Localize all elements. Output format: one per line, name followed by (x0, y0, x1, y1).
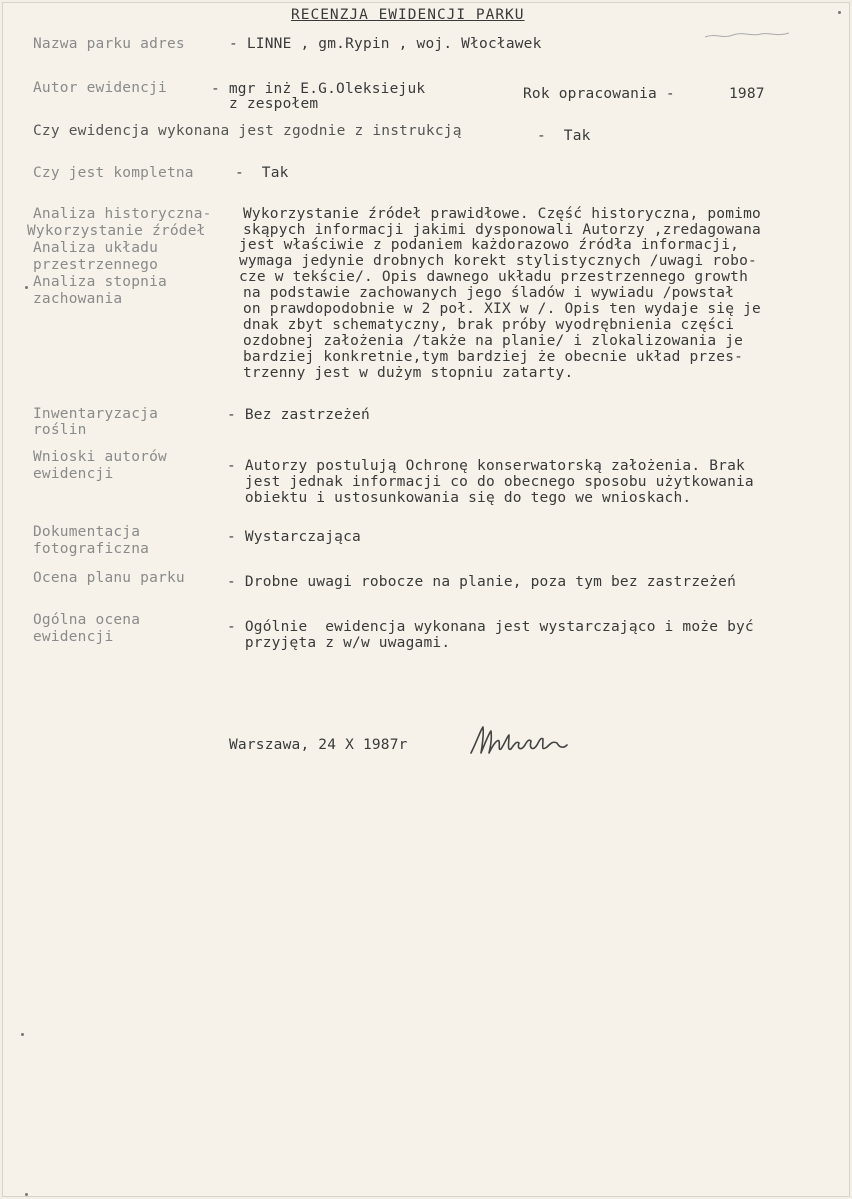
park-name-value: - LINNE , gm.Rypin , woj. Włocławek (229, 36, 542, 52)
year-label: Rok opracowania - (523, 86, 675, 102)
instruction-question: Czy ewidencja wykonana jest zgodnie z instrukcją (33, 123, 462, 139)
analysis-label: przestrzennego (33, 257, 159, 273)
conclusions-line: obiektu i ustosunkowania się do tego we wnioskach. (227, 490, 692, 506)
analysis-line: bardziej konkretnie,tym bardziej że obecnie układ przes- (243, 349, 744, 365)
place-date: Warszawa, 24 X 1987r (229, 737, 408, 753)
analysis-label: zachowania (33, 291, 123, 307)
park-name-label: Nazwa parku adres (33, 36, 185, 52)
document-title: RECENZJA EWIDENCJI PARKU (291, 7, 525, 23)
conclusions-label-line-2: ewidencji (33, 466, 114, 482)
analysis-label: Analiza stopnia (33, 274, 167, 290)
analysis-line: Wykorzystanie źródeł prawidłowe. Część historyczna, pomimo (243, 206, 761, 222)
general-label-line-2: ewidencji (33, 629, 114, 645)
general-label-line-1: Ogólna ocena (33, 612, 141, 628)
plan-label: Ocena planu parku (33, 570, 185, 586)
analysis-line: wymaga jedynie drobnych korekt stylistycznych /uwagi robo- (239, 253, 757, 269)
analysis-line: jest właściwie z podaniem każdorazowo źródła informacji, (239, 237, 740, 253)
hole-punch-mark (21, 1033, 24, 1036)
general-line: - Ogólnie ewidencja wykonana jest wystarczająco i może być (227, 619, 754, 635)
conclusions-line: - Autorzy postulują Ochronę konserwatorską założenia. Brak (227, 458, 745, 474)
analysis-line: cze w tekście/. Opis dawnego układu przestrzennego growth (239, 269, 748, 285)
inventory-value: - Bez zastrzeżeń (227, 407, 370, 423)
photo-value: - Wystarczająca (227, 529, 361, 545)
analysis-label: Wykorzystanie źródeł (27, 223, 206, 239)
author-value-line-2: z zespołem (229, 96, 319, 112)
photo-label-line-2: fotograficzna (33, 541, 150, 557)
analysis-line: trzenny jest w dużym stopniu zatarty. (243, 365, 574, 381)
general-line: przyjęta z w/w uwagami. (227, 635, 451, 651)
analysis-line: na podstawie zachowanych jego śladów i wywiadu /powstał (243, 285, 735, 301)
analysis-label: Analiza układu (33, 240, 159, 256)
author-label: Autor ewidencji (33, 80, 167, 96)
analysis-line: on prawdopodobnie w 2 poł. XIX w /. Opis ten wydaje się je (243, 301, 761, 317)
hole-punch-mark (25, 286, 28, 289)
completeness-question: Czy jest kompletna (33, 165, 194, 181)
signature (467, 721, 577, 763)
scribble-mark (703, 25, 793, 45)
year-value: 1987 (729, 86, 765, 102)
photo-label-line-1: Dokumentacja (33, 524, 141, 540)
inventory-label-line-2: roślin (33, 422, 87, 438)
instruction-answer: - Tak (537, 128, 591, 144)
conclusions-label-line-1: Wnioski autorów (33, 449, 167, 465)
analysis-line: skąpych informacji jakimi dysponowali Autorzy ,zredagowana (243, 222, 761, 238)
analysis-line: ozdobnej założenia /także na planie/ i zlokalizowania je (243, 333, 744, 349)
conclusions-line: jest jednak informacji co do obecnego sposobu użytkowania (227, 474, 754, 490)
analysis-label: Analiza historyczna- (33, 206, 212, 222)
completeness-answer: - Tak (235, 165, 289, 181)
plan-value: - Drobne uwagi robocze na planie, poza tym bez zastrzeżeń (227, 574, 736, 590)
analysis-line: dnak zbyt schematyczny, brak próby wyodrębnienia części (243, 317, 735, 333)
document-page (2, 2, 850, 1197)
hole-punch-mark (25, 1193, 28, 1196)
author-value-line-1: - mgr inż E.G.Oleksiejuk (211, 81, 426, 97)
corner-mark (838, 11, 841, 14)
inventory-label-line-1: Inwentaryzacja (33, 406, 159, 422)
